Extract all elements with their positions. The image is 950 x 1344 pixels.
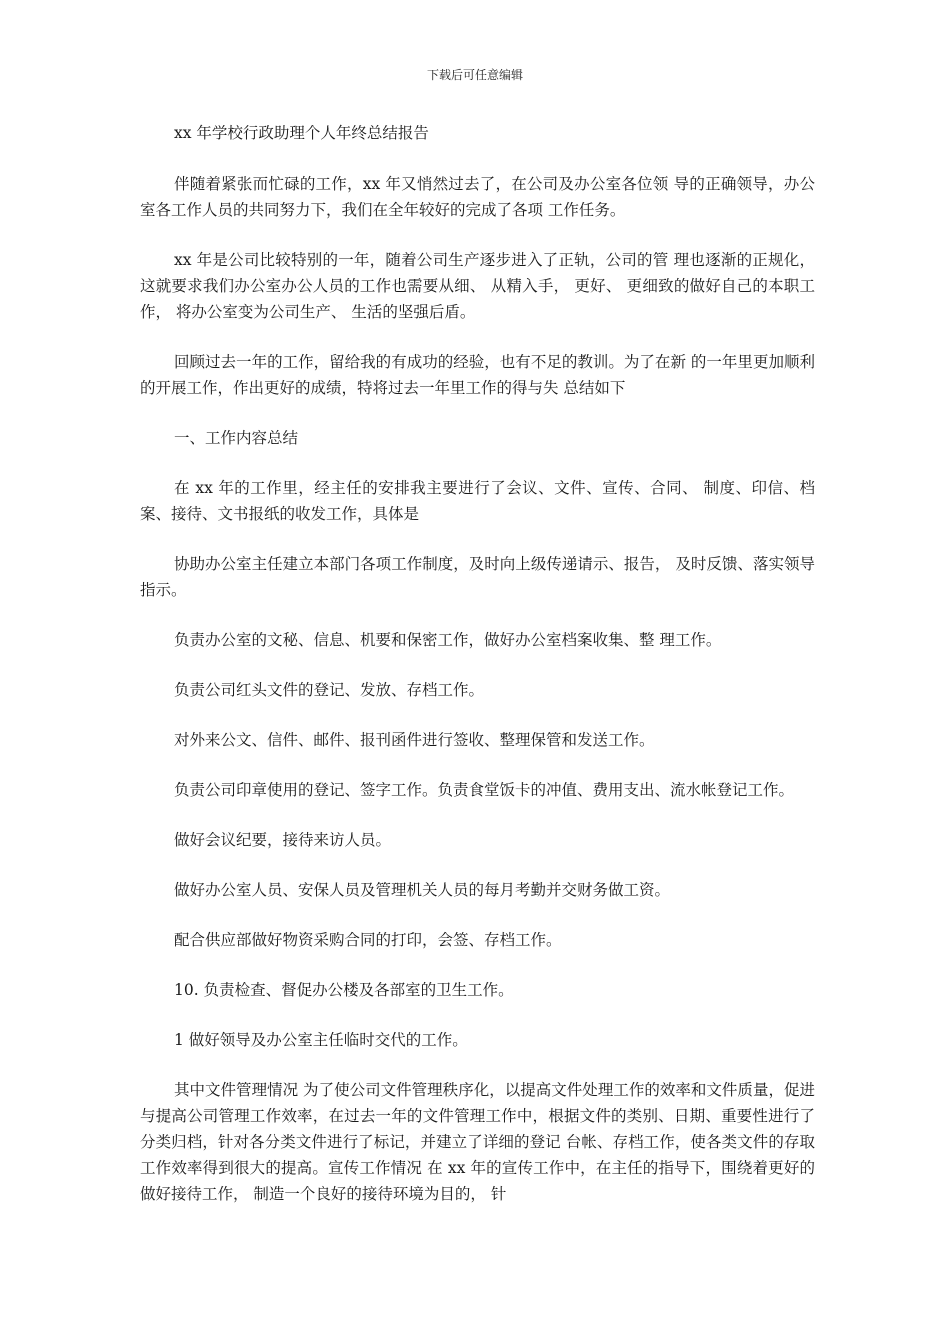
paragraph-intro: 伴随着紧张而忙碌的工作，xx 年又悄然过去了，在公司及办公室各位领 导的正确领导，办公室各工作人员的共同努力下，我们在全年较好的完成了各项 工作任务。	[140, 175, 815, 219]
list-item-duty-7: 做好办公室人员、安保人员及管理机关人员的每月考勤并交财务做工资。	[174, 881, 671, 899]
list-item-duty-1: 协助办公室主任建立本部门各项工作制度，及时向上级传递请示、报告， 及时反馈、落实领导指示。	[140, 555, 815, 599]
paragraph-work-scope: 在 xx 年的工作里，经主任的安排我主要进行了会议、文件、宣传、合同、 制度、印信、档案、接待、文书报纸的收发工作，具体是	[140, 479, 815, 523]
document-body	[140, 120, 815, 1207]
paragraph-file-management: 其中文件管理情况 为了使公司文件管理秩序化，以提高文件处理工作的效率和文件质量，促进 与提高公司管理工作效率，在过去一年的文件管理工作中，根据文件的类别、日期、重要性进行了分类归档，针对各分类文件进行了标记，并建立了详细的登记 台帐、存档工作，使各类文件的存取工作效率得到很大的提高。宣传工作情况 在 xx 年的宣传工作中，在主任的指导下，围绕着更好的做好接待工作， 制造一个良好的接待环境为目的， 针	[140, 1081, 815, 1203]
list-item-duty-6: 做好会议纪要，接待来访人员。	[174, 831, 392, 849]
list-item-duty-8: 配合供应部做好物资采购合同的打印，会签、存档工作。	[174, 931, 562, 949]
list-item-duty-11: 1 做好领导及办公室主任临时交代的工作。	[174, 1031, 468, 1049]
list-item-duty-4: 对外来公文、信件、邮件、报刊函件进行签收、整理保管和发送工作。	[174, 731, 655, 749]
section-heading-work-summary: 一、工作内容总结	[174, 429, 299, 447]
list-item-duty-3: 负责公司红头文件的登记、发放、存档工作。	[174, 681, 485, 699]
list-item-duty-2: 负责办公室的文秘、信息、机要和保密工作，做好办公室档案收集、整 理工作。	[174, 631, 722, 649]
list-item-duty-10: 10. 负责检查、督促办公楼及各部室的卫生工作。	[174, 981, 514, 999]
paragraph-year-overview: xx 年是公司比较特别的一年，随着公司生产逐步进入了正轨，公司的管 理也逐渐的正规化， 这就要求我们办公室办公人员的工作也需要从细、 从精入手， 更好、 更细致的做好自己的本职工作， 将办公室变为公司生产、 生活的坚强后盾。	[140, 251, 815, 321]
list-item-duty-5: 负责公司印章使用的登记、签字工作。负责食堂饭卡的冲值、费用支出、流水帐登记工作。	[174, 781, 795, 799]
header-note: 下载后可任意编辑	[426, 68, 523, 82]
paragraph-review: 回顾过去一年的工作，留给我的有成功的经验，也有不足的教训。为了在新 的一年里更加顺利的开展工作，作出更好的成绩，特将过去一年里工作的得与失 总结如下	[140, 353, 815, 397]
document-title: xx 年学校行政助理个人年终总结报告	[174, 124, 429, 142]
